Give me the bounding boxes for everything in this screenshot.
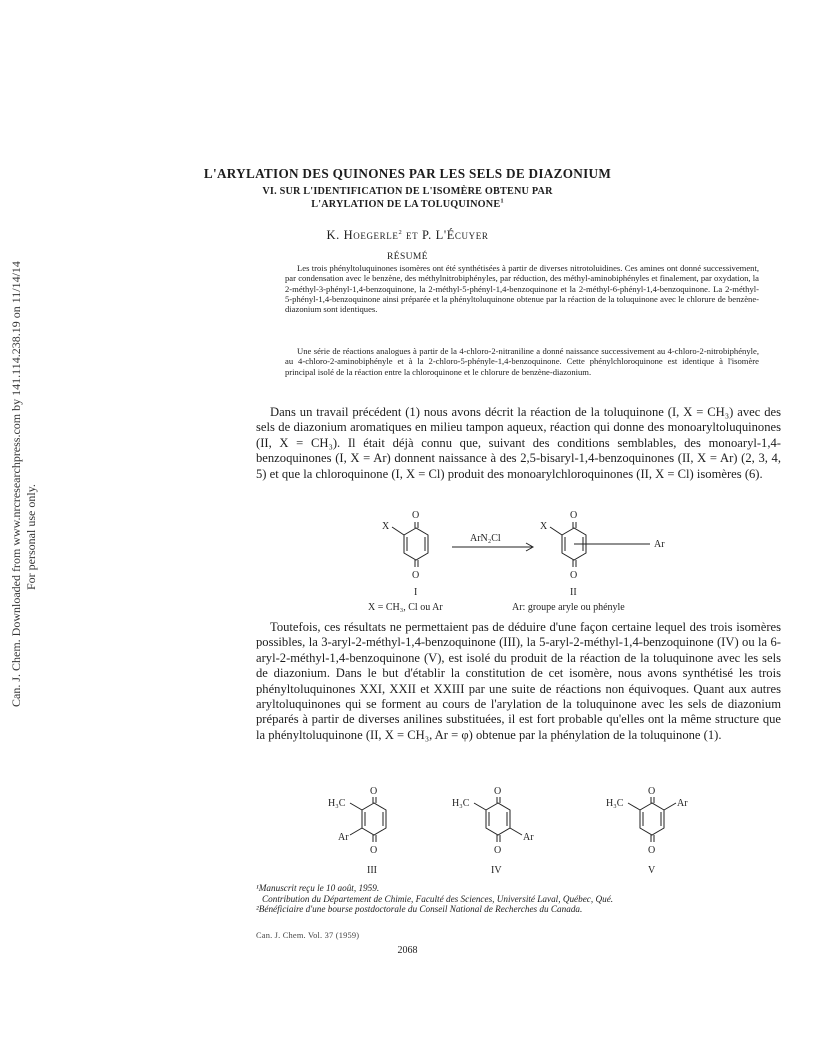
isomer-IV-label: IV xyxy=(491,865,502,876)
page-number: 2068 xyxy=(397,945,418,956)
abstract-paragraph-1 xyxy=(285,263,759,314)
subtitle-footnote-mark: 1 xyxy=(500,197,504,205)
author-1: K. Hoegerle xyxy=(326,228,399,242)
scheme1-caption-right: Ar: groupe aryle ou phényle xyxy=(512,602,625,613)
scheme1-label-II: II xyxy=(570,587,577,598)
abstract-text-1: Les trois phényltoluquinones isomères ont été synthétisées à partir de diverses nitrotoluidines. Ces amines ont donné successivement, par condensation avec le benzène, des méthylnitrobiphényles, par réduction, des méthyl-aminobiphényles et finalement, par oxydation, la 2-méthyl-3-phényl-1,4-benzoquinone, la 2-méthyl-5-phényl-1,4-benzoquinone et la 2-méthyl-6-phényl-1,4-benzoquinone. La 2-méthyl-5-phényl-1,4-benzoquinone ainsi préparée et la phényltoluquinone obtenue par la réaction de la toluquinone avec le chlorure de benzène-diazonium sont identiques. xyxy=(285,263,759,315)
footnote-2: ²Bénéficiaire d'une bourse postdoctorale du Conseil National de Recherches du Canada. xyxy=(256,904,583,915)
author-1-footnote-mark: 2 xyxy=(398,228,403,236)
isomer-III-top-oxygen: O xyxy=(370,786,378,797)
article-title: L'ARYLATION DES QUINONES PAR LES SELS DE DIAZONIUM xyxy=(203,166,612,181)
download-watermark xyxy=(4,235,44,715)
journal-reference: Can. J. Chem. Vol. 37 (1959) xyxy=(256,931,360,940)
reaction-scheme xyxy=(360,505,690,622)
scheme1-II-aryl-group: Ar xyxy=(654,539,665,550)
scheme1-I-substituent-X: X xyxy=(382,521,390,532)
body-paragraph-2 xyxy=(256,620,781,743)
isomer-V-top-oxygen: O xyxy=(648,786,656,797)
body-text-2: Toutefois, ces résultats ne permettaient pas de déduire d'une façon certaine lequel des trois isomères possibles, la 3-aryl-2-méthyl-1,4-benzoquinone (III), la 5-aryl-2-méthyl-1,4-benzoquinone (IV) ou la 6-aryl-2-méthyl-1,4-benzoquinone (V), est isolé du produit de la réaction de la toluquinone avec les sels de diazonium. Dans le but d'établir la constitution de cet isomère, nous avons synthétisé les trois phényltoluquinones XXI, XXII et XXIII par une suite de réactions non équivoques. Quant aux autres aryltoluquinones qui se forment au cours de l'arylation de la toluquinone avec les sels de diazonium préparés à partir de diverses anilines substituées, il est fort probable qu'elles ont la même structure que la phényltoluquinone (II, X = CH₃, Ar = φ) obtenue par la phénylation de la toluquinone (1). xyxy=(256,620,781,742)
scheme1-caption-left: X = CH₃, Cl ou Ar xyxy=(368,602,443,613)
reaction-scheme-drawing xyxy=(360,505,690,617)
subtitle-line-2-text: L'ARYLATION DE LA TOLUQUINONE xyxy=(311,199,501,210)
isomer-IV-top-oxygen: O xyxy=(494,786,502,797)
footnote-1: ¹Manuscrit reçu le 10 août, 1959. xyxy=(256,883,380,893)
body-paragraph-1 xyxy=(256,405,781,482)
isomer-IV-aryl: Ar xyxy=(523,832,534,843)
scheme1-I-top-oxygen: O xyxy=(412,510,420,521)
article-subtitle-line-1: VI. SUR L'IDENTIFICATION DE L'ISOMÈRE OBTENU PAR xyxy=(262,186,553,197)
scheme1-I-bottom-oxygen: O xyxy=(412,570,420,581)
scheme1-label-I: I xyxy=(414,587,418,598)
abstract-heading: RÉSUMÉ xyxy=(387,252,428,262)
author-line xyxy=(0,228,815,243)
isomer-V-bottom-oxygen: O xyxy=(648,845,656,856)
isomer-III-bottom-oxygen: O xyxy=(370,845,378,856)
isomer-IV-methyl: H₃C xyxy=(452,798,470,809)
scheme1-reagent: ArN₂Cl xyxy=(470,533,501,544)
isomer-III-methyl: H₃C xyxy=(328,798,346,809)
isomer-structures-drawing xyxy=(310,785,710,880)
footnotes xyxy=(256,883,776,915)
author-conjunction: et xyxy=(406,228,419,242)
isomer-III-label: III xyxy=(367,865,377,876)
abstract-paragraph-2 xyxy=(285,346,759,377)
watermark-line-2: For personal use only. xyxy=(24,484,38,590)
watermark-line-1: Can. J. Chem. Downloaded from www.nrcresearchpress.com by 141.114.238.19 on 11/14/14 xyxy=(9,261,23,707)
isomer-structures xyxy=(310,785,710,885)
isomer-IV-bottom-oxygen: O xyxy=(494,845,502,856)
body-text-1: Dans un travail précédent (1) nous avons décrit la réaction de la toluquinone (I, X = CH₃) avec des sels de diazonium aromatiques en milieu tampon aqueux, réaction qui donne des monoaryltoluquinones (II, X = CH₃). Il était déjà connu que, suivant des conditions semblables, des monoaryl-1,4-benzoquinones (I, X = Ar) donnent naissance à des 2,5-bisaryl-1,4-benzoquinones (II, X = Ar) (2, 3, 4, 5) et que la chloroquinone (I, X = Cl) produit des monoarylchloroquinones (II, X = Cl) isomères (6). xyxy=(256,405,781,481)
isomer-III-aryl: Ar xyxy=(338,832,349,843)
author-2: P. L'Écuyer xyxy=(421,228,489,242)
scheme1-II-top-oxygen: O xyxy=(570,510,578,521)
scheme1-II-bottom-oxygen: O xyxy=(570,570,578,581)
footnote-1-continued: Contribution du Département de Chimie, Faculté des Sciences, Université Laval, Québec, Qué. xyxy=(262,893,614,904)
abstract-text-2: Une série de réactions analogues à partir de la 4-chloro-2-nitraniline a donné naissance successivement au 4-chloro-2-nitrobiphényle, au 4-chloro-2-aminobiphényle et à la 2-chloro-5-phényle-1,4-benzoquinone. Cette phénylchloroquinone est identique à l'isomère principal isolé de la réaction entre la chloroquinone et le chlorure de benzène-diazonium. xyxy=(285,346,759,377)
isomer-V-label: V xyxy=(648,865,656,876)
isomer-V-aryl: Ar xyxy=(677,798,688,809)
isomer-V-methyl: H₃C xyxy=(606,798,624,809)
article-subtitle-line-2 xyxy=(0,199,815,210)
scheme1-II-substituent-X: X xyxy=(540,521,548,532)
